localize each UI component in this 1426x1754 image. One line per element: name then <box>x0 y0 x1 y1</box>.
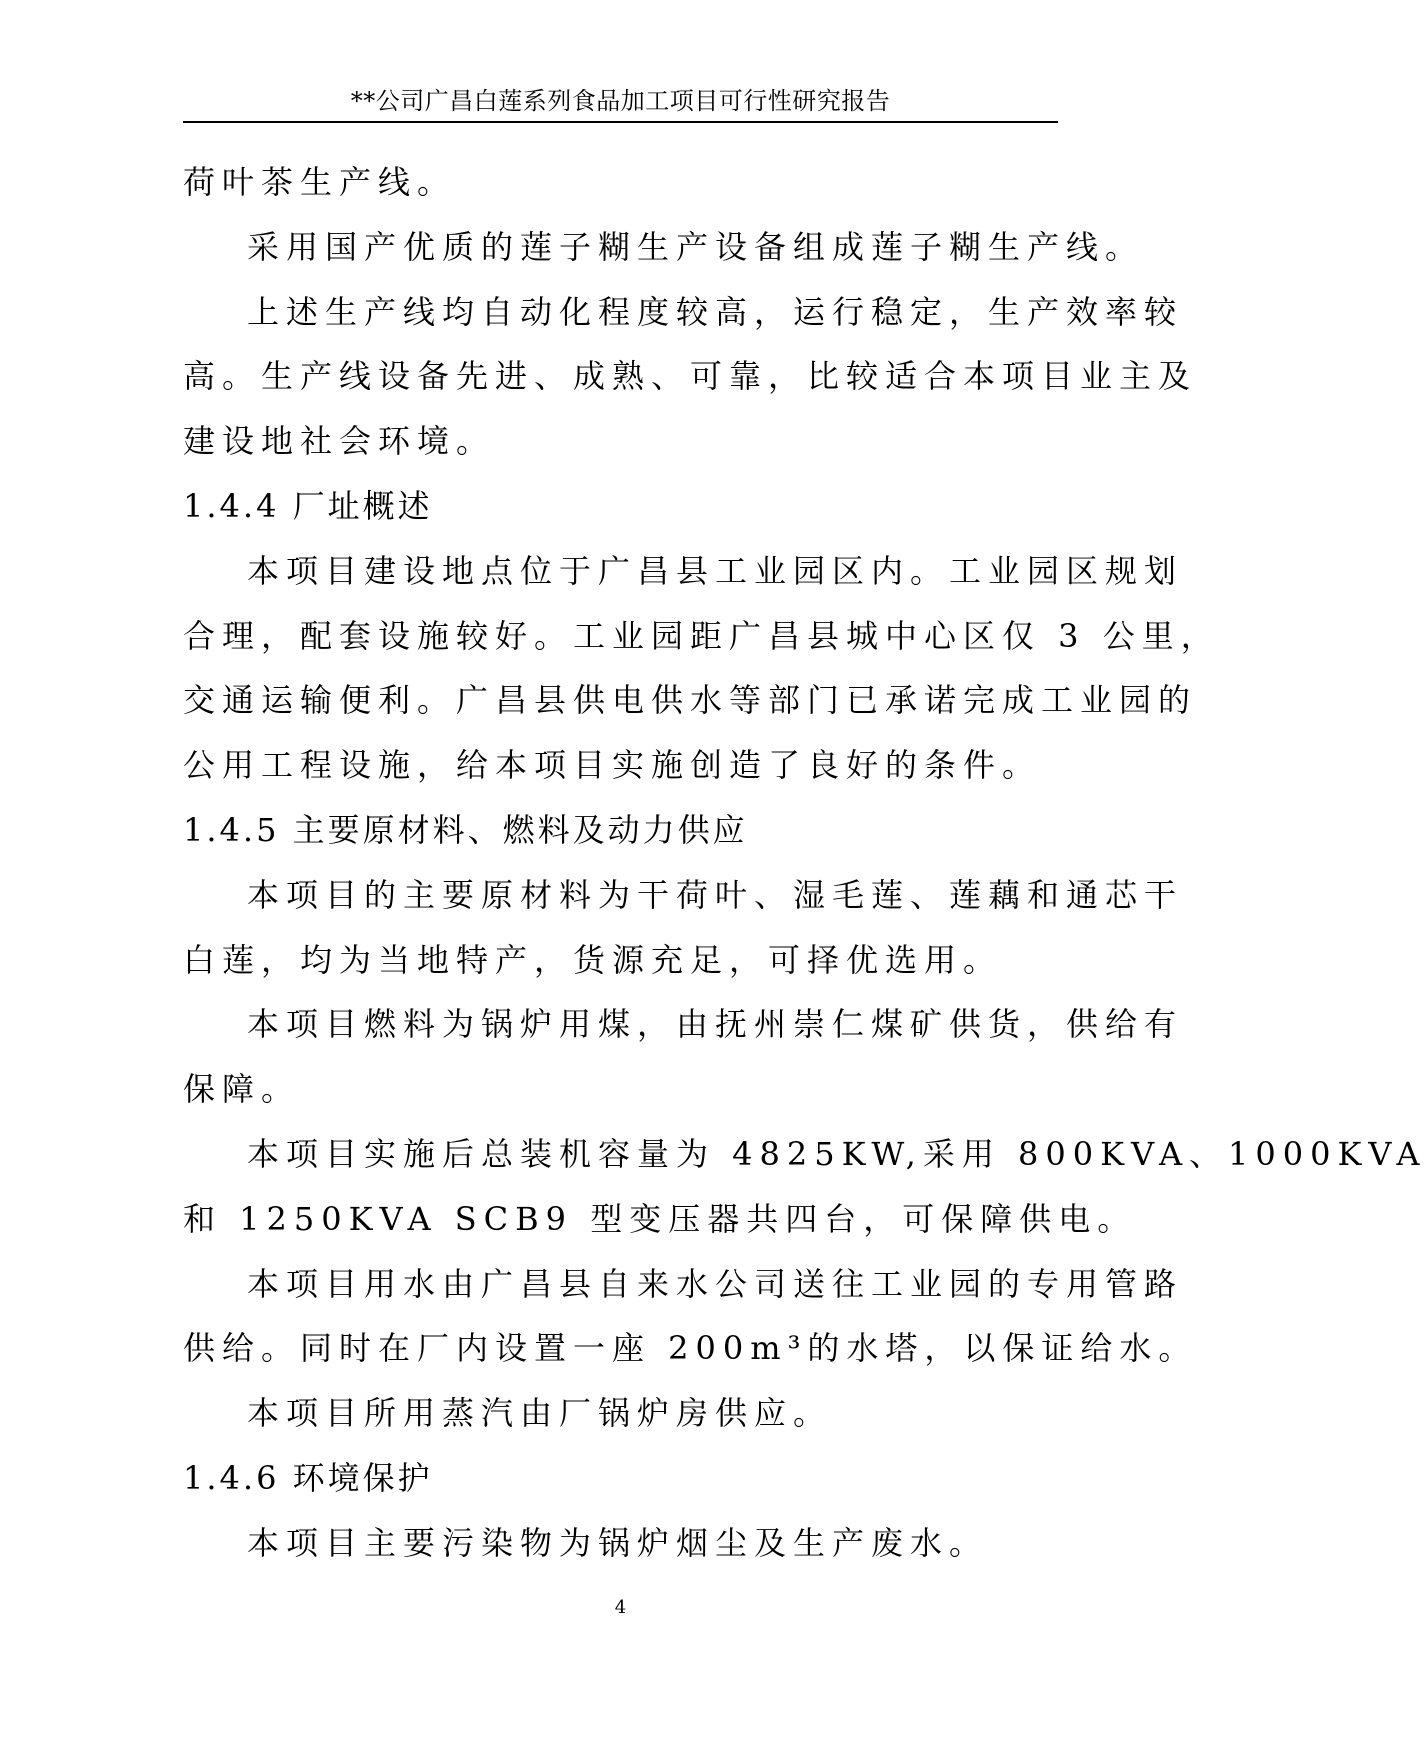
paragraph-line: 建设地社会环境。 <box>183 422 496 461</box>
paragraph-line: 本项目建设地点位于广昌县工业园区内。工业园区规划 <box>247 551 1184 590</box>
running-header: **公司广昌白莲系列食品加工项目可行性研究报告 <box>350 87 891 115</box>
paragraph-line: 采用国产优质的莲子糊生产设备组成莲子糊生产线。 <box>247 227 1145 266</box>
paragraph-line: 高。生产线设备先进、成熟、可靠，比较适合本项目业主及 <box>183 357 1198 396</box>
paragraph-line: 交通运输便利。广昌县供电供水等部门已承诺完成工业园的 <box>183 681 1198 720</box>
paragraph-line: 和 1250KVA SCB9 型变压器共四台，可保障供电。 <box>183 1199 1137 1238</box>
paragraph-line: 保障。 <box>183 1070 301 1109</box>
section-heading: 1.4.5 主要原材料、燃料及动力供应 <box>183 810 748 849</box>
paragraph-line: 公用工程设施，给本项目实施创造了良好的条件。 <box>183 746 1042 785</box>
paragraph-line: 本项目所用蒸汽由厂锅炉房供应。 <box>247 1394 833 1433</box>
paragraph-line: 合理，配套设施较好。工业园距广昌县城中心区仅 3 公里， <box>183 616 1220 655</box>
paragraph-line: 供给。同时在厂内设置一座 200m³的水塔，以保证给水。 <box>183 1329 1198 1368</box>
paragraph-line: 荷叶茶生产线。 <box>183 163 457 201</box>
paragraph-line: 上述生产线均自动化程度较高，运行稳定，生产效率较 <box>247 292 1184 331</box>
section-heading: 1.4.6 环境保护 <box>183 1458 433 1497</box>
document-body <box>183 150 1426 1576</box>
paragraph-line: 本项目燃料为锅炉用煤，由抚州崇仁煤矿供货，供给有 <box>247 1005 1184 1044</box>
page-number: 4 <box>614 1597 627 1618</box>
paragraph-line: 本项目主要污染物为锅炉烟尘及生产废水。 <box>247 1523 989 1562</box>
paragraph-line: 本项目的主要原材料为干荷叶、湿毛莲、莲藕和通芯干 <box>247 875 1184 914</box>
paragraph-line: 本项目实施后总装机容量为 4825KW,采用 800KVA、1000KVA <box>247 1134 1426 1173</box>
paragraph-line: 白莲，均为当地特产，货源充足，可择优选用。 <box>183 940 1003 979</box>
header-divider <box>183 121 1058 123</box>
section-heading: 1.4.4 厂址概述 <box>183 486 433 525</box>
paragraph-line: 本项目用水由广昌县自来水公司送往工业园的专用管路 <box>247 1264 1184 1303</box>
